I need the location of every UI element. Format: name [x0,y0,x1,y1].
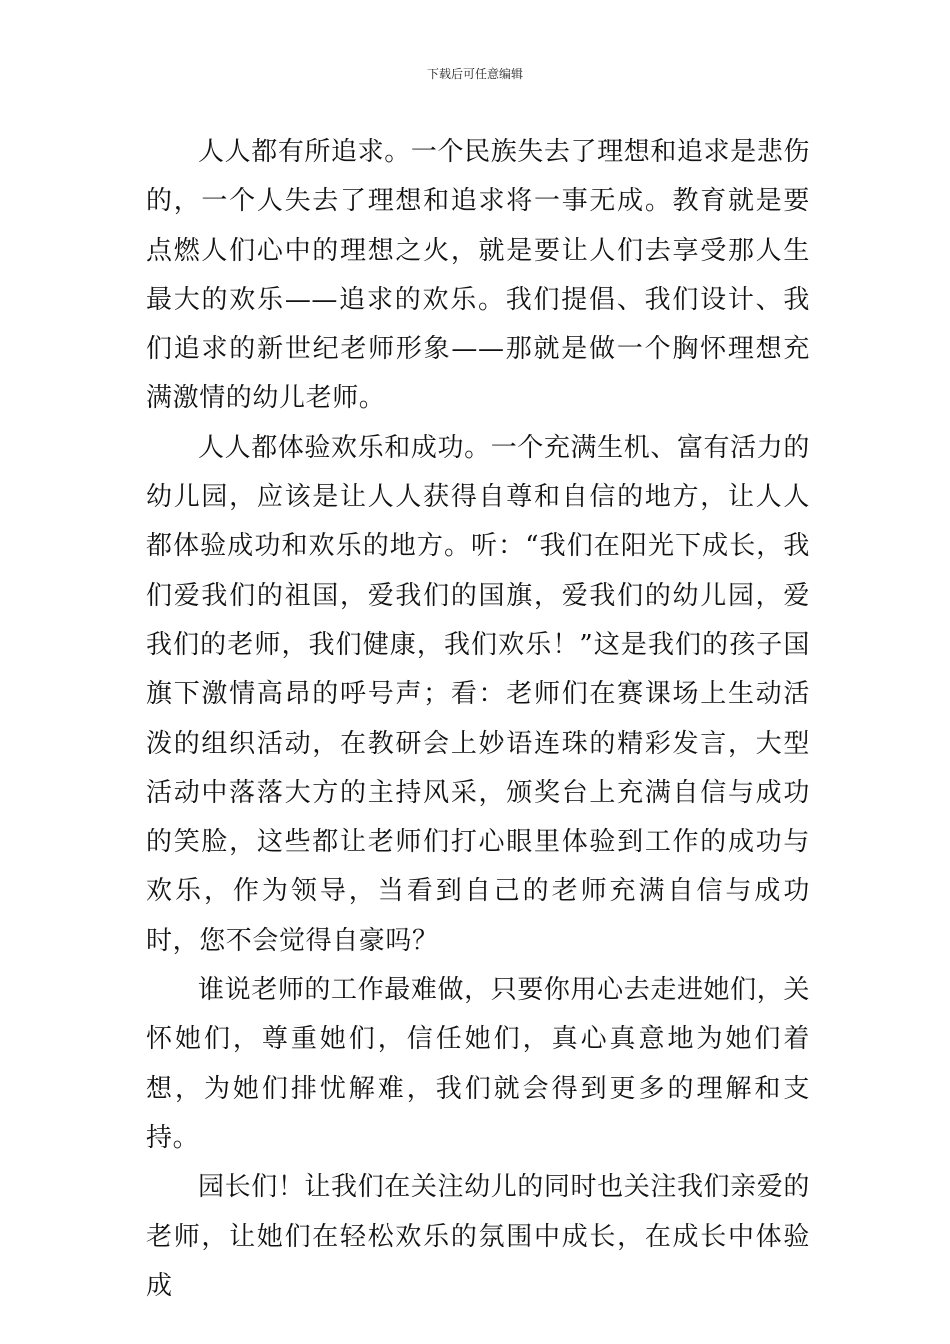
paragraph: 人人都体验欢乐和成功。一个充满生机、富有活力的幼儿园，应该是让人人获得自尊和自信的地方，让人人都体验成功和欢乐的地方。听：“我们在阳光下成长，我们爱我们的祖国，爱我们的国旗，爱我们的幼儿园，爱我们的老师，我们健康，我们欢乐！”这是我们的孩子国旗下激情高昂的呼号声；看：老师们在赛课场上生动活泼的组织活动，在教研会上妙语连珠的精彩发言，大型活动中落落大方的主持风采，颁奖台上充满自信与成功的笑脸，这些都让老师们打心眼里体验到工作的成功与欢乐，作为领导，当看到自己的老师充满自信与成功时，您不会觉得自豪吗？ [146,432,810,956]
paragraph: 人人都有所追求。一个民族失去了理想和追求是悲伤的，一个人失去了理想和追求将一事无成。教育就是要点燃人们心中的理想之火，就是要让人们去享受那人生最大的欢乐——追求的欢乐。我们提倡、我们设计、我们追求的新世纪老师形象——那就是做一个胸怀理想充满激情的幼儿老师。 [146,137,810,414]
paragraph: 园长们！让我们在关注幼儿的同时也关注我们亲爱的老师，让她们在轻松欢乐的氛围中成长，在成长中体验成 [146,1172,810,1301]
page-header: 下载后可任意编辑 [426,67,523,81]
document-body [146,128,810,1311]
paragraph: 谁说老师的工作最难做，只要你用心去走进她们，关怀她们，尊重她们，信任她们，真心真意地为她们着想，为她们排忧解难，我们就会得到更多的理解和支持。 [146,975,810,1153]
